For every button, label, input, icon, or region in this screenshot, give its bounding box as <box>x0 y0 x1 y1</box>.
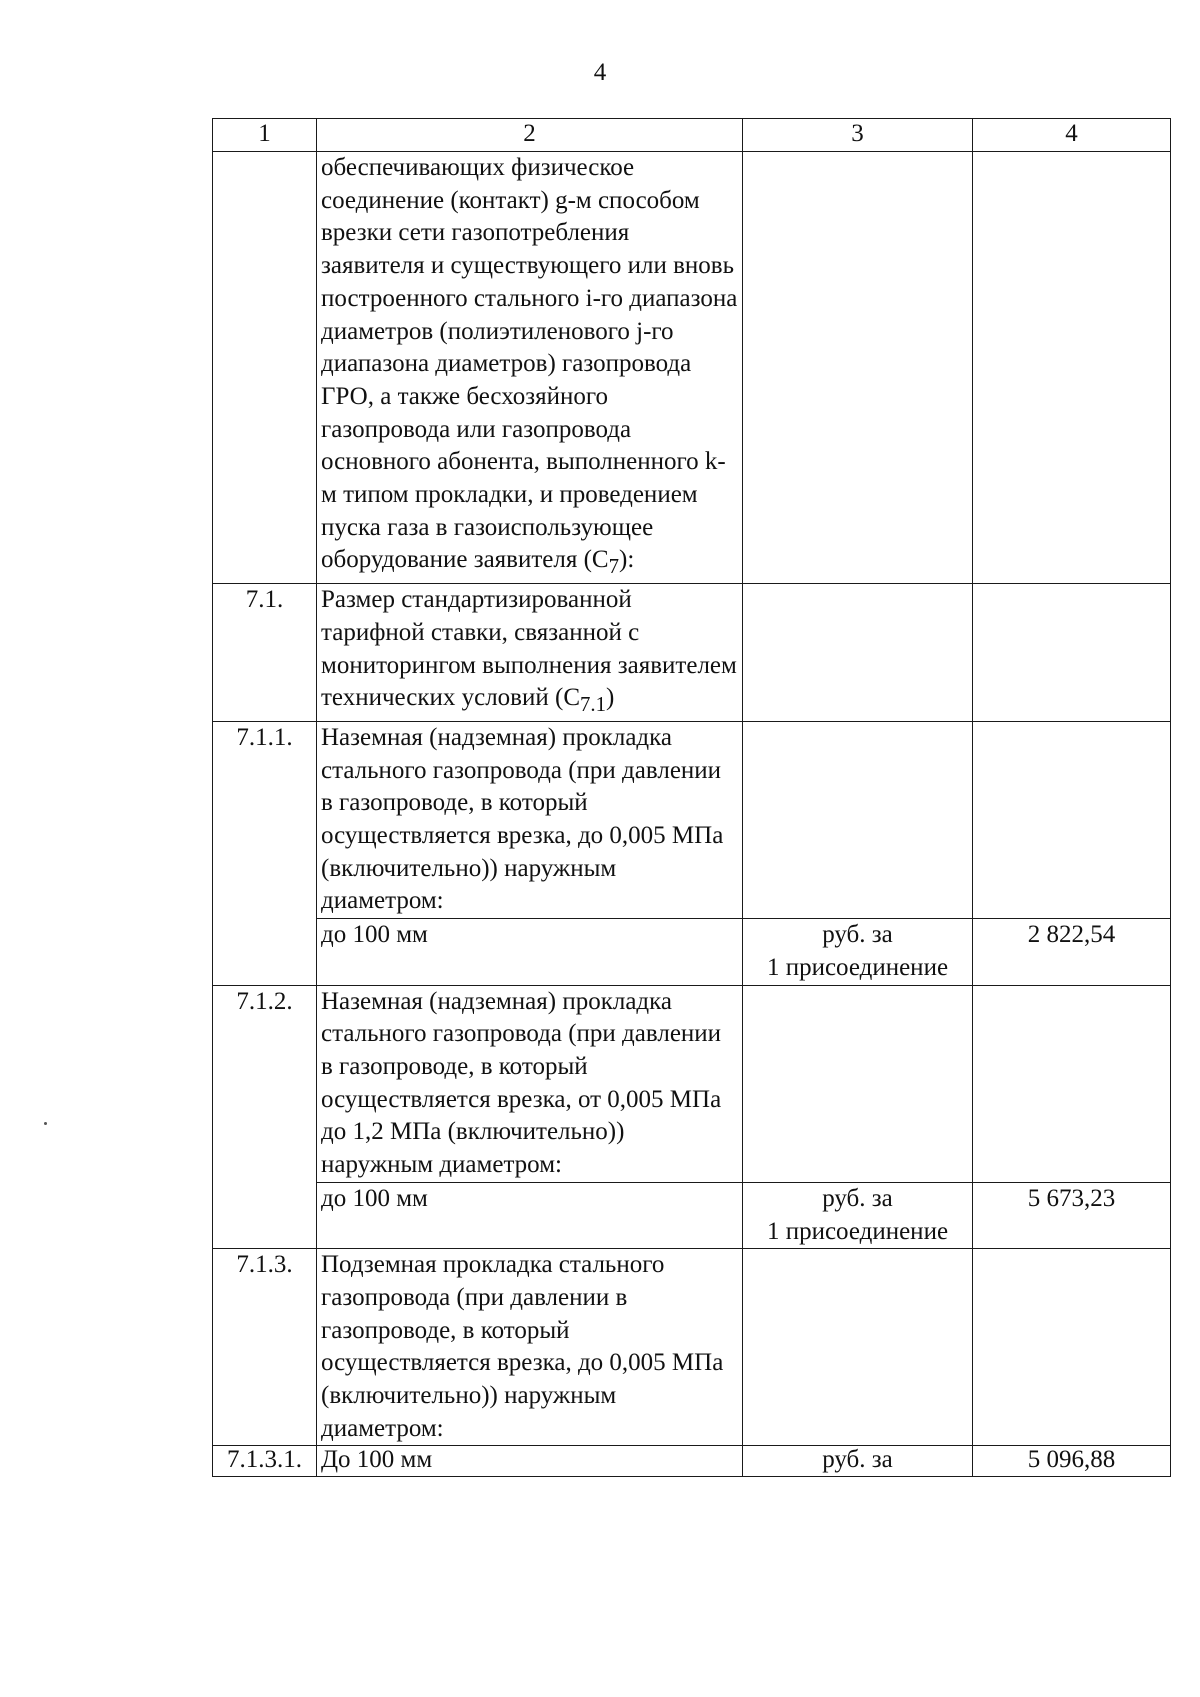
table-row <box>213 1249 1171 1446</box>
table-row <box>213 721 1171 918</box>
column-header-1: 1 <box>213 119 317 152</box>
row-price <box>973 721 1171 918</box>
subscript: 7.1 <box>580 692 607 717</box>
row-number: 7.1. <box>213 584 317 722</box>
row-price <box>973 584 1171 722</box>
row-price <box>973 985 1171 1182</box>
column-header-4: 4 <box>973 119 1171 152</box>
column-header-2: 2 <box>317 119 743 152</box>
subrow-price: 2 822,54 <box>973 919 1171 985</box>
row-description: Наземная (надземная) прокладка стального газопровода (при давлении в газопроводе, в который осуществляется врезка, от 0,005 МПа до 1,2 МПа (включительно)) наружным диаметром: <box>317 985 743 1182</box>
row-number: 7.1.3.1. <box>213 1446 317 1477</box>
table-row <box>213 1446 1171 1477</box>
row-price: 5 096,88 <box>973 1446 1171 1477</box>
column-header-3: 3 <box>743 119 973 152</box>
row-description: Наземная (надземная) прокладка стального газопровода (при давлении в газопроводе, в который осуществляется врезка, до 0,005 МПа (включительно)) наружным диаметром: <box>317 721 743 918</box>
subscript: 7 <box>608 554 620 579</box>
tariff-table <box>212 118 1171 1477</box>
row-number: 7.1.2. <box>213 985 317 1249</box>
table-row <box>213 584 1171 722</box>
row-price <box>973 1249 1171 1446</box>
row-unit <box>743 152 973 584</box>
subrow-price: 5 673,23 <box>973 1182 1171 1248</box>
table-subrow <box>213 919 1171 985</box>
row-description: Подземная прокладка стального газопровода (при давлении в газопроводе, в который осуществляется врезка, до 0,005 МПа (включительно)) наружным диаметром: <box>317 1249 743 1446</box>
table-subrow <box>213 1182 1171 1248</box>
row-number: 7.1.3. <box>213 1249 317 1446</box>
row-unit <box>743 985 973 1182</box>
subrow-unit: руб. за 1 присоединение <box>743 919 973 985</box>
table-row <box>213 152 1171 584</box>
row-unit <box>743 721 973 918</box>
row-price <box>973 152 1171 584</box>
row-description: обеспечивающих физическое соединение (контакт) g-м способом врезки сети газопотребления заявителя и существующего или вновь построенного стального i-го диапазона диаметров (полиэтиленового j-го диапазона диаметров) газопровода ГРО, а также бесхозяйного газопровода или газопровода основного абонента, выполненного k-м типом прокладки, и проведением пуска газа в газоиспользующее оборудование заявителя $(C_7)$: <box>317 152 743 584</box>
row-description: Размер стандартизированной тарифной ставки, связанной с мониторингом выполнения заявителем технических условий $(C_{7.1})$ <box>317 584 743 722</box>
subrow-unit: руб. за 1 присоединение <box>743 1182 973 1248</box>
scan-speck <box>44 1122 47 1125</box>
row-unit <box>743 584 973 722</box>
row-unit: руб. за <box>743 1446 973 1477</box>
page-number: 4 <box>593 59 607 86</box>
table-header-row <box>213 119 1171 152</box>
subrow-description: до 100 мм <box>317 919 743 985</box>
subrow-description: до 100 мм <box>317 1182 743 1248</box>
table-row <box>213 985 1171 1182</box>
row-unit <box>743 1249 973 1446</box>
row-number: 7.1.1. <box>213 721 317 985</box>
row-number <box>213 152 317 584</box>
row-description: До 100 мм <box>317 1446 743 1477</box>
